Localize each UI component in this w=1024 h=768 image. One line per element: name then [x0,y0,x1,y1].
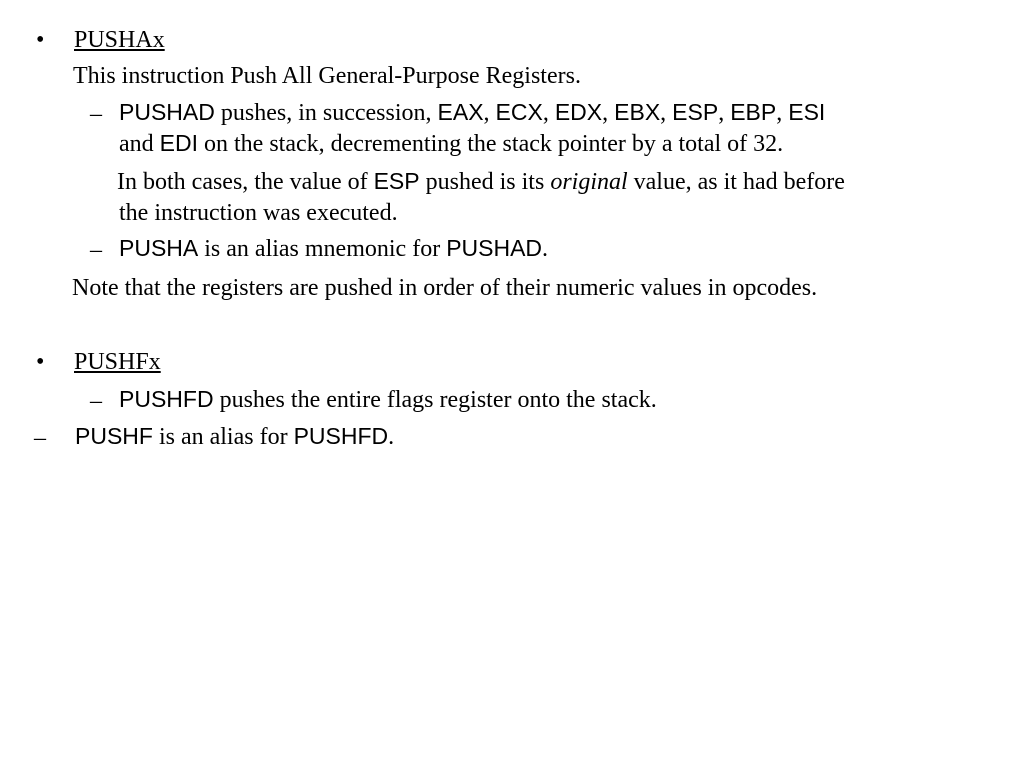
text: and [119,131,160,157]
text: . [388,424,395,450]
section-heading-pushfx: PUSHFx [74,349,161,375]
pushf-alias-line [75,425,394,449]
mnemonic-pusha: PUSHA [119,235,199,261]
register-order-note: Note that the registers are pushed in order of their numeric values in opcodes. [72,275,818,301]
text: on the stack, decrementing the stack pointer by a total of 32. [198,131,784,157]
separator: , [542,100,555,126]
dash-marker: – [90,237,102,263]
mnemonic-pushf: PUSHF [75,423,153,449]
text: . [542,236,549,262]
separator: , [776,100,789,126]
text: is an alias mnemonic for [198,236,447,262]
register-ebp: EBP [730,99,777,125]
separator: , [483,100,496,126]
pushad-description-line2 [119,132,783,156]
text: In both cases, the value of [117,169,374,195]
dash-marker: – [34,425,46,451]
pushfd-description [119,388,657,412]
separator: , [660,100,673,126]
register-esp: ESP [373,168,420,194]
register-esp: ESP [672,99,719,125]
mnemonic-pushad: PUSHAD [446,235,543,261]
section-description: This instruction Push All General-Purpose Registers. [73,63,581,89]
emphasis-original: original [550,169,628,195]
text: pushes, in succession, [214,100,438,126]
separator: , [718,100,731,126]
register-edx: EDX [554,99,603,125]
register-ecx: ECX [495,99,543,125]
esp-note-line1 [117,170,845,194]
register-esi: ESI [788,99,826,125]
mnemonic-pushfd: PUSHFD [119,386,214,412]
register-edi: EDI [159,130,198,156]
text: value, as it had before [627,169,845,195]
dash-marker: – [90,101,102,127]
bullet-marker: • [36,349,45,375]
mnemonic-pushad: PUSHAD [119,99,215,125]
text: pushes the entire flags register onto the stack. [213,387,657,413]
register-eax: EAX [437,99,484,125]
pushad-description-line1 [119,101,825,125]
mnemonic-pushfd: PUSHFD [293,423,389,449]
separator: , [602,100,615,126]
esp-note-line2: the instruction was executed. [119,200,398,226]
bullet-marker: • [36,27,45,53]
dash-marker: – [90,388,102,414]
register-ebx: EBX [614,99,661,125]
section-heading-pushax: PUSHAx [74,27,165,53]
text: pushed is its [419,169,551,195]
pusha-alias-line [119,237,548,261]
text: is an alias for [152,424,294,450]
